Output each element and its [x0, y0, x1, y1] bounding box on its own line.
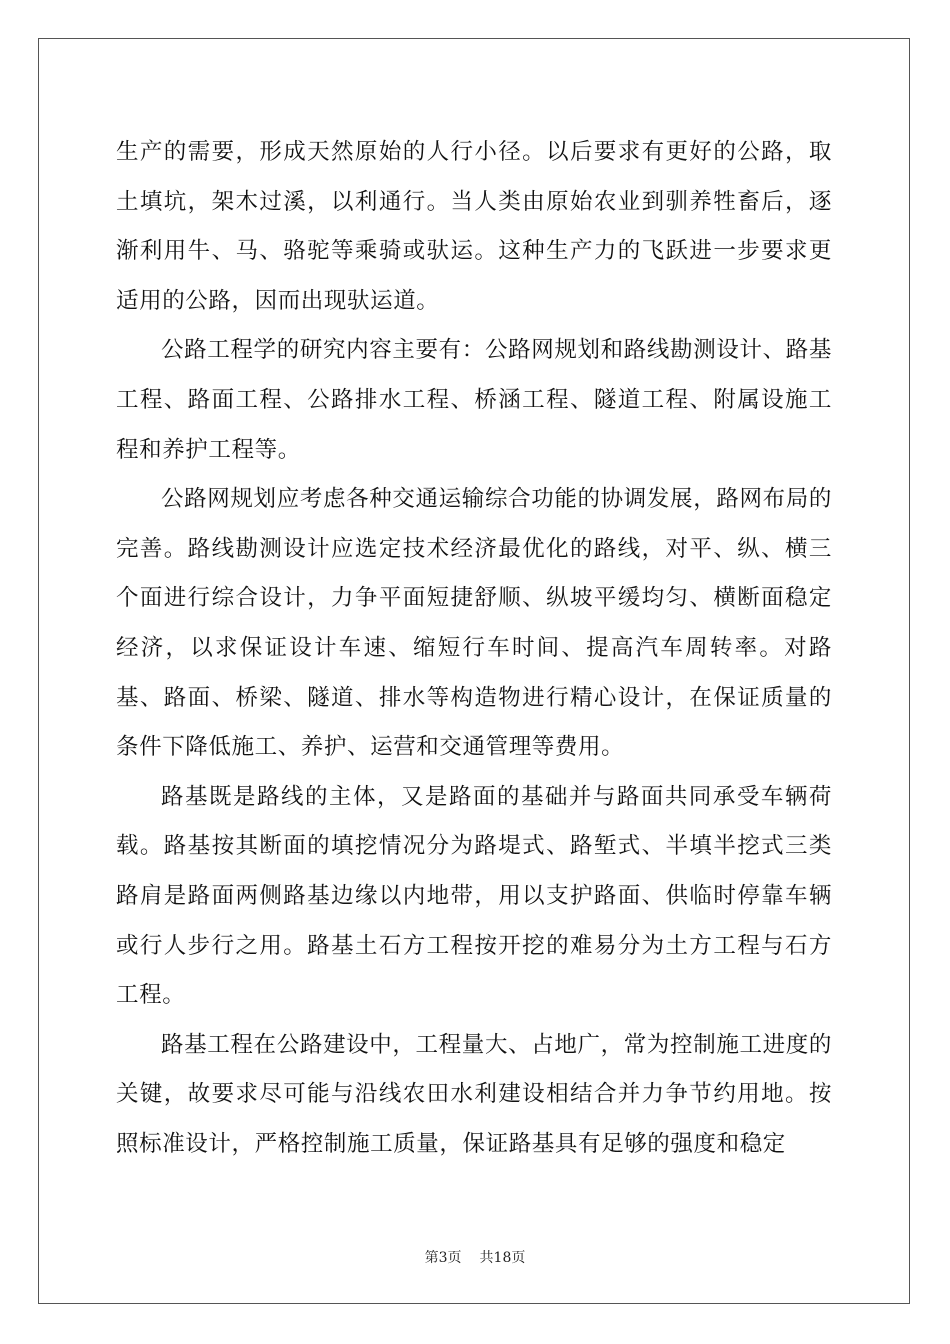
page-footer	[0, 1247, 950, 1267]
paragraph: 公路工程学的研究内容主要有：公路网规划和路线勘测设计、路基工程、路面工程、公路排水工程、桥涵工程、隧道工程、附属设施工程和养护工程等。	[116, 337, 832, 463]
paragraph-continued: 生产的需要，形成天然原始的人行小径。以后要求有更好的公路，取土填坑，架木过溪，以利通行。当人类由原始农业到驯养牲畜后，逐渐利用牛、马、骆驼等乘骑或驮运。这种生产力的飞跃进一步要求更适用的公路，因而出现驮运道。	[116, 139, 832, 314]
paragraph: 路基既是路线的主体，又是路面的基础并与路面共同承受车辆荷载。路基按其断面的填挖情况分为路堤式、路堑式、半填半挖式三类路肩是路面两侧路基边缘以内地带，用以支护路面、供临时停靠车辆或行人步行之用。路基土石方工程按开挖的难易分为土方工程与石方工程。	[116, 783, 832, 1009]
page-total: 共18页	[479, 1250, 526, 1266]
paragraph: 公路网规划应考虑各种交通运输综合功能的协调发展，路网布局的完善。路线勘测设计应选定技术经济最优化的路线，对平、纵、横三个面进行综合设计，力争平面短捷舒顺、纵坡平缓均匀、横断面稳定经济，以求保证设计车速、缩短行车时间、提高汽车周转率。对路基、路面、桥梁、隧道、排水等构造物进行精心设计，在保证质量的条件下降低施工、养护、运营和交通管理等费用。	[116, 486, 832, 761]
page-number: 第3页	[424, 1250, 462, 1266]
document-body	[116, 128, 832, 1169]
paragraph: 路基工程在公路建设中，工程量大、占地广，常为控制施工进度的关键，故要求尽可能与沿线农田水利建设相结合并力争节约用地。按照标准设计，严格控制施工质量，保证路基具有足够的强度和稳定	[116, 1031, 832, 1157]
